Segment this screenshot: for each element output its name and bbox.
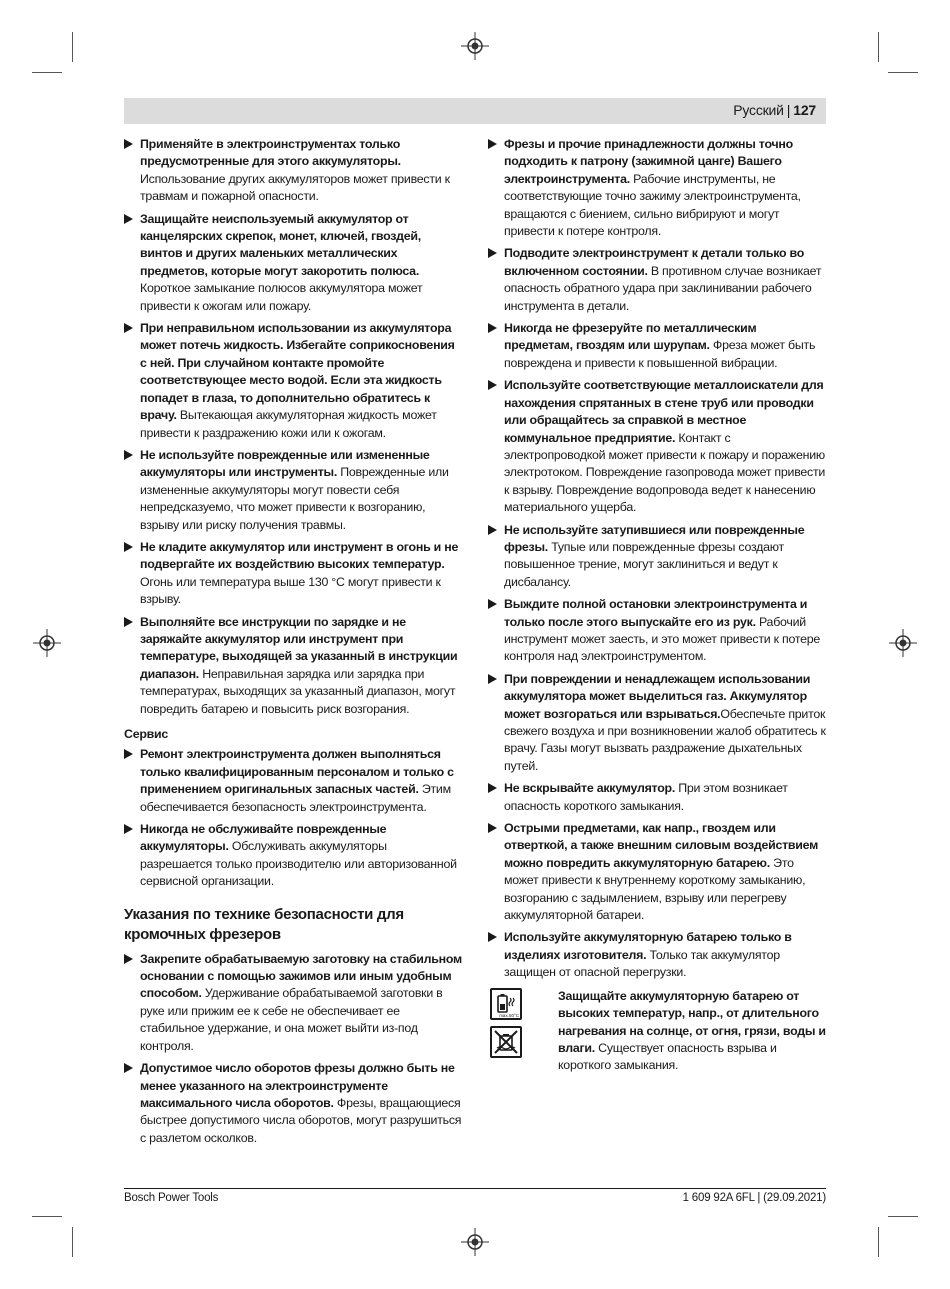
service-list	[124, 746, 462, 890]
list-item	[488, 245, 826, 315]
item-bold-text: Выполняйте все инструкции по зарядке и не заряжайте аккумулятор или инструмент при температуре, выходящей за указанный в инструкции диапазон.	[140, 614, 458, 681]
bullet-triangle-icon	[124, 824, 133, 834]
list-item	[488, 136, 826, 240]
footer-rule	[124, 1188, 826, 1189]
list-item	[488, 820, 826, 924]
item-body-text: Фрезы, вращающиеся быстрее допустимого числа оборотов, могут разрушиться с разлетом осколков.	[140, 1095, 462, 1145]
bullet-triangle-icon	[488, 783, 497, 793]
temperature-label: max.50°C	[499, 1012, 519, 1018]
item-body-text: Удерживание обрабатываемой заготовки в руке или прижим ее к себе не обеспечивает ее стабильное удержание, и она может выйти из-под контроля.	[140, 986, 443, 1053]
crop-mark	[32, 1216, 62, 1217]
bullet-triangle-icon	[124, 617, 133, 627]
crop-mark	[72, 1227, 73, 1257]
item-body-text: Поврежденные или измененные аккумуляторы могут повести себя непредсказуемо, что может привести к возгоранию, взрыву или риску получения травмы.	[140, 465, 449, 532]
item-body-text: Тупые или поврежденные фрезы создают повышенное трение, могут заклиниться и ведут к дисбалансу.	[504, 539, 784, 589]
item-body-text: Короткое замыкание полюсов аккумулятора может привести к ожогам или пожару.	[140, 281, 423, 313]
bullet-triangle-icon	[124, 954, 133, 964]
item-bold-text: Ремонт электроинструмента должен выполняться только квалифицированным персоналом и только с применением оригинальных запасных частей.	[140, 747, 454, 797]
right-safety-list	[488, 136, 826, 982]
bullet-triangle-icon	[488, 139, 497, 149]
list-item	[124, 211, 462, 315]
item-body-text: Рабочие инструменты, не соответствующие точно зажиму электроинструмента, вращаются с биением, сильно вибрируют и могут привести к потере контроля.	[504, 171, 801, 239]
crop-mark	[888, 72, 918, 73]
list-item	[124, 320, 462, 442]
crop-mark	[878, 1227, 879, 1257]
item-body-text: Этим обеспечивается безопасность электроинструмента.	[140, 782, 451, 814]
bullet-triangle-icon	[124, 1063, 133, 1073]
item-bold-text: Не используйте поврежденные или измененные аккумуляторы или инструменты.	[140, 447, 430, 480]
section-title: Указания по технике безопасности для кромочных фрезеров	[124, 905, 404, 943]
crop-mark	[878, 32, 879, 62]
item-bold-text: Фрезы и прочие принадлежности должны точно подходить к патрону (зажимной цанге) Вашего электроинструмента.	[504, 137, 793, 186]
battery-no-water-icon	[490, 1026, 522, 1058]
bullet-triangle-icon	[124, 542, 133, 552]
page-number: 127	[793, 102, 816, 118]
item-bold-text: Используйте аккумуляторную батарею только в изделиях изготовителя.	[504, 930, 792, 962]
list-item	[488, 320, 826, 372]
bullet-triangle-icon	[124, 450, 133, 460]
item-body-text: Это может привести к внутреннему короткому замыканию, возгоранию с задымлением, взрыву или перегреву аккумуляторной батареи.	[504, 855, 806, 923]
list-item	[124, 447, 462, 534]
registration-mark-icon	[461, 1228, 489, 1256]
battery-heat-icon	[490, 988, 522, 1020]
item-body-text: Обслуживать аккумуляторы разрешается только производителю или авторизованной сервисной организации.	[140, 839, 457, 889]
item-body-text: Использование других аккумуляторов может привести к травмам и пожарной опасности.	[140, 171, 450, 204]
header-language: Русский	[733, 102, 784, 118]
right-column	[488, 136, 826, 1080]
bullet-triangle-icon	[488, 599, 497, 609]
crop-mark	[888, 1216, 918, 1217]
list-item	[124, 746, 462, 816]
item-bold-text: При неправильном использовании из аккумулятора может потечь жидкость. Избегайте соприкосновения с ней. При случайном контакте промойте соответствующее место водой. Если эта жидкость попадет в глаза, то дополнительно обратитесь к врачу.	[140, 321, 455, 423]
bullet-triangle-icon	[488, 525, 497, 535]
item-bold-text: При повреждении и ненадлежащем использовании аккумулятора может выделиться газ. Аккумулятор может возгораться или взрываться.	[504, 671, 811, 721]
list-item	[488, 929, 826, 981]
bullet-triangle-icon	[124, 323, 133, 333]
left-safety-list	[124, 136, 462, 718]
registration-mark-icon	[889, 629, 917, 657]
item-body-text: Только так аккумулятор защищен от опасной перегрузки.	[504, 947, 780, 980]
bullet-triangle-icon	[488, 248, 497, 258]
item-body-text: Вытекающая аккумуляторная жидкость может привести к раздражению кожи или к ожогам.	[140, 408, 437, 440]
list-item	[124, 951, 462, 1055]
item-body-text: Контакт с электропроводкой может привести к пожару и поражению электротоком. Повреждение газопровода может привести к взрыву. Повреждение водопровода ведет к нанесению материального ущерба.	[504, 430, 826, 515]
crop-mark	[32, 72, 62, 73]
item-body-text: В противном случае возникает опасность обратного удара при заклинивании рабочего инструмента в детали.	[504, 263, 822, 313]
icon-note	[488, 988, 826, 1080]
item-bold-text: Используйте соответствующие металлоискатели для нахождения спрятанных в стене труб или проводки или обращайтесь за справкой в местное коммунальное предприятие.	[504, 378, 824, 445]
list-item	[488, 596, 826, 666]
bullet-triangle-icon	[488, 674, 497, 684]
list-item	[124, 539, 462, 609]
bullet-triangle-icon	[488, 932, 497, 942]
bullet-triangle-icon	[124, 749, 133, 759]
icon-note-body: Существует опасность взрыва и короткого замыкания.	[558, 1040, 777, 1073]
item-bold-text: Допустимое число оборотов фрезы должно быть не менее указанного на электроинструменте максимального числа оборотов.	[140, 1061, 455, 1110]
icon-note-bold: Защищайте аккумуляторную батарею от высоких температур, напр., от длительного нагревания на солнце, от огня, грязи, воды и влаги.	[558, 988, 826, 1055]
item-body-text: Обеспечьте приток свежего воздуха и при возникновении жалоб обратитесь к врачу. Газы могут вызвать раздражение дыхательных путей.	[504, 706, 826, 773]
page-header	[124, 98, 826, 124]
bullet-triangle-icon	[124, 214, 133, 224]
registration-mark-icon	[33, 629, 61, 657]
item-bold-text: Не кладите аккумулятор или инструмент в огонь и не подвергайте их воздействию высоких температур.	[140, 539, 459, 572]
item-bold-text: Острыми предметами, как напр., гвоздем или отверткой, а также внешним силовым воздействием можно повредить аккумуляторную батарею.	[504, 821, 819, 870]
item-bold-text: Никогда не обслуживайте поврежденные аккумуляторы.	[140, 822, 387, 854]
list-item	[124, 136, 462, 206]
left-column	[124, 136, 462, 1152]
item-bold-text: Никогда не фрезеруйте по металлическим предметам, гвоздям или шурупам.	[504, 321, 757, 353]
item-bold-text: Подводите электроинструмент к детали только во включенном состоянии.	[504, 246, 805, 278]
item-body-text: Неправильная зарядка или зарядка при температурах, выходящих за указанный диапазон, могут повредить батарею и повысить риск возгорания.	[140, 666, 456, 716]
list-item	[124, 614, 462, 718]
list-item	[488, 671, 826, 775]
item-bold-text: Не используйте затупившиеся или поврежденные фрезы.	[504, 522, 805, 554]
service-heading: Сервис	[124, 727, 169, 741]
footer-doc-number: 1 609 92A 6FL | (29.09.2021)	[682, 1192, 826, 1204]
header-text: Русский | 127	[733, 102, 816, 118]
bullet-triangle-icon	[488, 380, 497, 390]
item-body-text: Рабочий инструмент может заесть, и это может привести к потере контроля над электроинструментом.	[504, 614, 821, 664]
item-bold-text: Защищайте неиспользуемый аккумулятор от канцелярских скрепок, монет, ключей, гвоздей, винтов и других маленьких металлических предметов, которые могут закоротить полюса.	[140, 211, 421, 278]
bullet-triangle-icon	[124, 139, 133, 149]
icon-note-text	[558, 988, 826, 1075]
list-item	[488, 780, 826, 815]
crop-mark	[72, 32, 73, 62]
bullet-triangle-icon	[488, 323, 497, 333]
bullet-triangle-icon	[488, 823, 497, 833]
list-item	[488, 377, 826, 516]
item-bold-text: Закрепите обрабатываемую заготовку на стабильном основании с помощью зажимов или иным удобным способом.	[140, 951, 462, 1001]
footer-brand: Bosch Power Tools	[124, 1192, 219, 1204]
item-bold-text: Не вскрывайте аккумулятор.	[504, 781, 676, 796]
item-body-text: При этом возникает опасность короткого замыкания.	[504, 781, 788, 813]
item-body-text: Огонь или температура выше 130 °C могут привести к взрыву.	[140, 574, 441, 607]
list-item	[124, 1060, 462, 1147]
item-bold-text: Выждите полной остановки электроинструмента и только после этого выпускайте его из рук.	[504, 597, 808, 629]
item-body-text: Фреза может быть повреждена и привести к повышенной вибрации.	[504, 338, 816, 370]
list-item	[488, 522, 826, 592]
router-safety-list	[124, 951, 462, 1147]
item-bold-text: Применяйте в электроинструментах только предусмотренные для этого аккумуляторы.	[140, 137, 401, 169]
registration-mark-icon	[461, 32, 489, 60]
list-item	[124, 821, 462, 891]
